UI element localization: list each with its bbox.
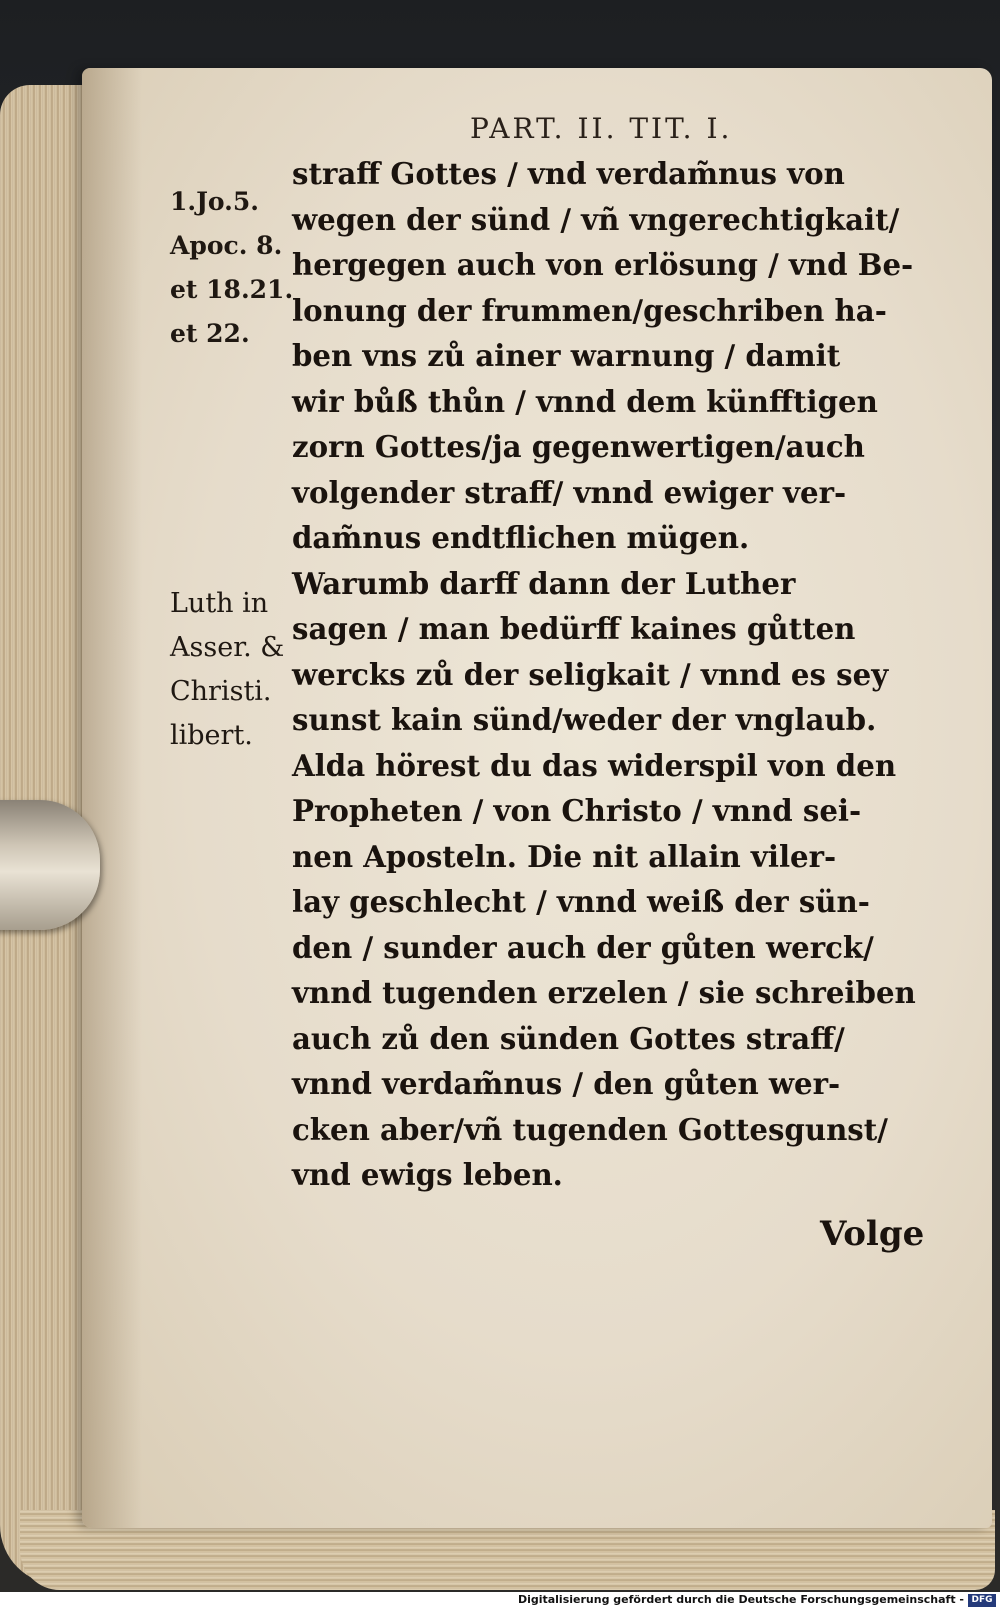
margin-note-line: libert. — [170, 720, 253, 751]
text-line: lay geschlecht / vnnd weiß der sün- — [292, 885, 870, 920]
text-line: wegen der sünd / vñ vngerechtigkait/ — [292, 202, 900, 238]
margin-note-line: Apoc. 8. — [170, 231, 283, 260]
text-line: lonung der frummen/geschriben ha- — [292, 293, 887, 329]
text-line: dam̃nus endtflichen mügen. — [292, 521, 750, 556]
margin-note-line: 1.Jo.5. — [170, 187, 259, 216]
text-line: vnd ewigs leben. — [292, 1158, 563, 1193]
catchword: Volge — [820, 1214, 925, 1254]
margin-note-references — [170, 180, 293, 356]
text-line: Alda hörest du das widerspil von den — [292, 748, 897, 784]
text-line: cken aber/vñ tugenden Gottesgunst/ — [292, 1112, 888, 1148]
running-header: PART. II. TIT. I. — [470, 112, 733, 145]
text-line: wercks zů der seligkait / vnnd es sey — [292, 657, 889, 693]
body-text — [292, 152, 957, 1199]
text-line: nen Aposteln. Die nit allain viler- — [292, 839, 837, 875]
text-line: ben vns zů ainer warnung / damit — [292, 339, 841, 374]
margin-note-line: Christi. — [170, 676, 272, 707]
text-line: straff Gottes / vnd verdam̃nus von — [292, 157, 845, 192]
margin-note-line: Asser. & — [170, 632, 285, 663]
text-line: Warumb darff dann der Luther — [292, 566, 796, 602]
dfg-logo: DFG — [968, 1594, 996, 1607]
text-line: zorn Gottes/ja gegenwertigen/auch — [292, 430, 865, 465]
text-line: Propheten / von Christo / vnnd sei- — [292, 794, 862, 829]
text-line: volgender straff/ vnnd ewiger ver- — [292, 475, 847, 511]
text-line: wir bůß thůn / vnnd dem künfftigen — [292, 384, 878, 420]
margin-note-luther — [170, 582, 284, 758]
text-line: vnnd tugenden erzelen / sie schreiben — [292, 976, 916, 1011]
footer-credit: Digitalisierung gefördert durch die Deutsche Forschungsgemeinschaft - — [517, 1593, 964, 1606]
margin-note-line: Luth in — [170, 588, 269, 619]
text-line: auch zů den sünden Gottes straff/ — [292, 1021, 845, 1057]
text-line: vnnd verdam̃nus / den gůten wer- — [292, 1067, 841, 1102]
margin-note-line: et 22. — [170, 319, 250, 348]
text-line: sunst kain sünd/weder der vnglaub. — [292, 703, 877, 738]
text-line: sagen / man bedürff kaines gůtten — [292, 612, 856, 647]
margin-note-line: et 18.21. — [170, 275, 294, 304]
text-line: hergegen auch von erlösung / vnd Be- — [292, 248, 914, 283]
text-line: den / sunder auch der gůten werck/ — [292, 930, 874, 966]
